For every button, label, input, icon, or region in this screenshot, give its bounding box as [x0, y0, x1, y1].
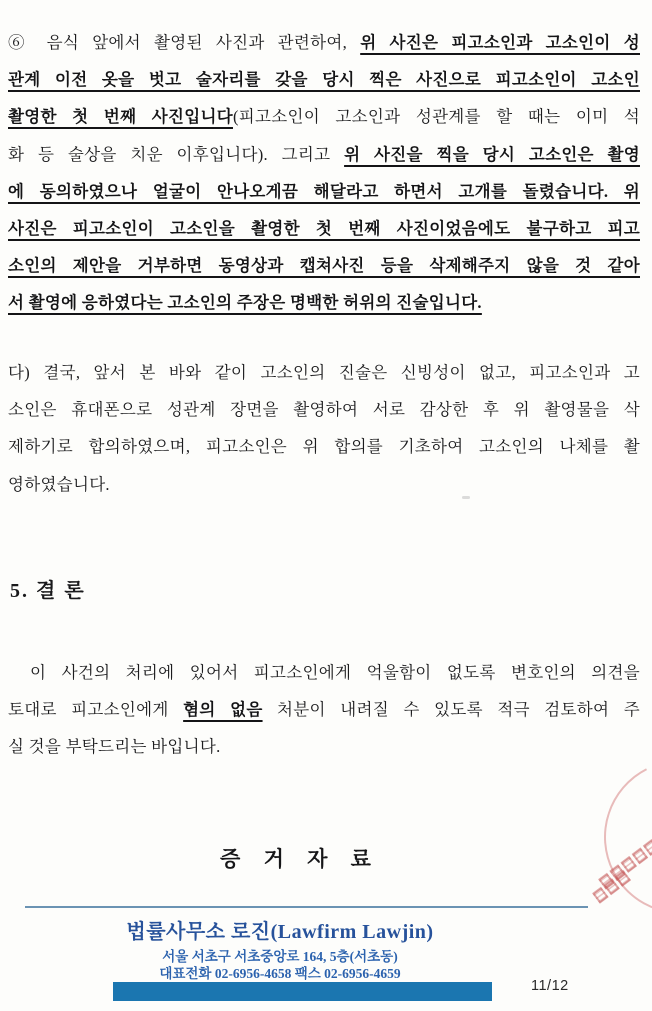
emphasized-underlined-text: 위 사진을 찍을 당시 고소인은 촬영	[344, 144, 640, 164]
body-text: ⑥ 음식 앞에서 촬영된 사진과 관련하여,	[8, 33, 361, 52]
text-line	[8, 654, 640, 691]
body-text: 영하였습니다.	[8, 474, 110, 494]
emphasized-underlined-text: 관계 이전 옷을 벗고 술자리를 갖을 당시 찍은 사진으로 피고소인이 고소인	[8, 70, 640, 90]
law-firm-address: 서울 서초구 서초중앙로 164, 5층(서초동)	[162, 949, 398, 964]
emphasized-underlined-text: 위 사진은 피고소인과 고소인이 성	[360, 33, 640, 52]
body-text: 화 등 술상을 치운 이후입니다). 그리고	[8, 144, 345, 164]
body-text: 실 것을 부탁드리는 바입니다.	[8, 737, 221, 757]
evidence-materials-heading: 증 거 자 료	[220, 847, 380, 871]
stamp-arc	[584, 740, 652, 934]
text-line	[8, 173, 640, 210]
paragraph-conclusion	[8, 654, 640, 766]
body-text: 처분이 내려질 수 있도록 적극 검토하여 주	[262, 700, 640, 720]
text-line	[8, 98, 640, 135]
text-line	[8, 61, 640, 98]
scan-artifact-dot	[462, 496, 470, 499]
text-line	[8, 284, 640, 321]
emphasized-underlined-text: 에 동의하였으나 얼굴이 안나오게끔 해달라고 하면서 고개를 돌렸습니다. 위	[8, 181, 640, 201]
emphasized-underlined-text: 사진은 피고소인이 고소인을 촬영한 첫 번째 사진이었음에도 불구하고 피고	[8, 218, 640, 238]
paragraph-photo-item-6	[8, 24, 640, 322]
text-line	[8, 136, 640, 173]
footer-divider-rule	[25, 906, 588, 908]
body-text: (피고소인이 고소인과 성관계를 할 때는 이미 석	[232, 107, 640, 127]
emphasized-underlined-text: 소인의 제안을 거부하면 동영상과 캡쳐사진 등을 삭제해주지 않을 것 같아	[8, 256, 640, 276]
body-text: 소인은 휴대폰으로 성관계 장면을 촬영하여 서로 감상한 후 위 촬영물을 삭	[8, 400, 640, 420]
body-text: 다) 결국, 앞서 본 바와 같이 고소인의 진술은 신빙성이 없고, 피고소인과 고	[8, 363, 640, 382]
text-line	[8, 210, 640, 247]
emphasized-underlined-text: 혐의 없음	[183, 700, 263, 720]
text-line	[8, 428, 640, 465]
text-line	[8, 247, 640, 284]
text-line	[8, 391, 640, 428]
stamp-glyph-row	[592, 870, 631, 904]
body-text: 토대로 피고소인에게	[8, 700, 184, 720]
law-firm-contact	[0, 948, 560, 982]
footer-accent-bar	[113, 982, 492, 1001]
emphasized-underlined-text: 서 촬영에 응하였다는 고소인의 주장은 명백한 허위의 진술입니다.	[8, 293, 482, 313]
text-line	[8, 466, 640, 503]
text-line	[8, 24, 640, 61]
body-text: 제하기로 합의하였으며, 피고소인은 위 합의를 기초하여 고소인의 나체를 촬	[8, 437, 640, 457]
text-line	[8, 354, 640, 391]
emphasized-underlined-text: 촬영한 첫 번째 사진입니다	[8, 107, 233, 127]
law-firm-phone: 대표전화 02-6956-4658 팩스 02-6956-4659	[159, 966, 401, 981]
text-line	[8, 691, 640, 728]
body-text: 이 사건의 처리에 있어서 피고소인에게 억울함이 없도록 변호인의 의견을	[30, 663, 640, 682]
section-5-conclusion-heading: 5. 결 론	[10, 580, 86, 602]
paragraph-da-summary	[8, 354, 640, 503]
page-number: 11/12	[531, 978, 569, 994]
law-firm-name: 법률사무소 로진(Lawfirm Lawjin)	[126, 921, 434, 943]
text-line	[8, 728, 640, 765]
